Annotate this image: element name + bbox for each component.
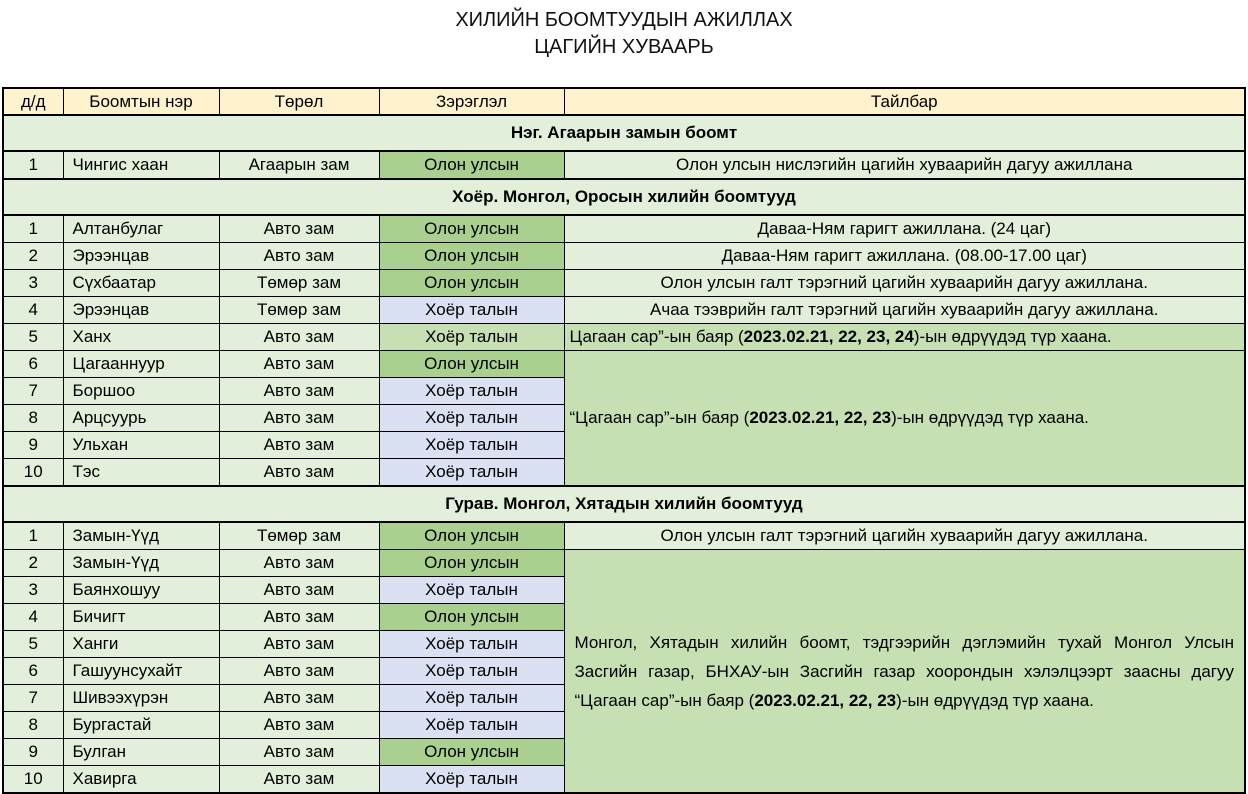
note-cell [564,243,1245,270]
route-type-cell: Авто зам [219,243,379,270]
grade-cell: Хоёр талын [379,658,564,685]
grade-cell: Хоёр талын [379,712,564,739]
crossing-name-cell: Замын-Үүд [63,550,219,577]
note-text: 2023.02.21, 22, 23 [754,690,897,710]
column-header-type: Төрөл [219,88,379,115]
route-type-cell: Төмөр зам [219,522,379,550]
route-type-cell: Төмөр зам [219,297,379,324]
row-number-cell: 5 [3,631,63,658]
crossing-name-cell: Чингис хаан [63,151,219,179]
table-row [3,297,1245,324]
grade-cell: Олон улсын [379,604,564,631]
grade-cell: Олон улсын [379,739,564,766]
note-text: 2023.02.21, 22, 23 [749,408,892,427]
route-type-cell: Авто зам [219,459,379,487]
row-number-cell: 4 [3,297,63,324]
crossing-name-cell: Сүхбаатар [63,270,219,297]
grade-cell: Хоёр талын [379,405,564,432]
row-number-cell: 1 [3,151,63,179]
grade-cell: Хоёр талын [379,297,564,324]
note-cell [564,324,1245,351]
table-row [3,324,1245,351]
note-text: Олон улсын галт тэрэгний цагийн хуваарийн дагуу ажиллана. [660,526,1148,545]
note-cell [564,151,1245,179]
crossing-name-cell: Боршоо [63,378,219,405]
route-type-cell: Агаарын зам [219,151,379,179]
table-row [3,351,1245,378]
crossing-name-cell: Ханх [63,324,219,351]
grade-cell: Хоёр талын [379,577,564,604]
row-number-cell: 1 [3,522,63,550]
table-row [3,550,1245,577]
note-text: 2023.02.21, 22, 23, 24 [743,327,914,346]
schedule-table [2,87,1246,794]
route-type-cell: Авто зам [219,658,379,685]
note-cell [564,522,1245,550]
grade-cell: Олон улсын [379,522,564,550]
crossing-name-cell: Замын-Үүд [63,522,219,550]
row-number-cell: 2 [3,243,63,270]
column-header-name: Боомтын нэр [63,88,219,115]
row-number-cell: 10 [3,766,63,794]
page-title [0,0,1248,61]
row-number-cell: 9 [3,739,63,766]
note-text: Даваа-Ням гаригт ажиллана. (08.00-17.00 цаг) [721,246,1087,265]
note-text: Олон улсын нислэгийн цагийн хуваарийн дагуу ажиллана [676,155,1133,174]
crossing-name-cell: Цагааннуур [63,351,219,378]
row-number-cell: 9 [3,432,63,459]
note-text: Олон улсын галт тэрэгний цагийн хуваарийн дагуу ажиллана. [660,273,1148,292]
note-text: “Цагаан сар”-ын баяр ( [569,408,750,427]
page-title-line1: ХИЛИЙН БООМТУУДЫН АЖИЛЛАХ [455,9,793,31]
grade-cell: Олон улсын [379,550,564,577]
grade-cell: Олон улсын [379,270,564,297]
crossing-name-cell: Булган [63,739,219,766]
grade-cell: Олон улсын [379,215,564,243]
note-cell [564,215,1245,243]
crossing-name-cell: Бургастай [63,712,219,739]
crossing-name-cell: Эрээнцав [63,243,219,270]
crossing-name-cell: Бичигт [63,604,219,631]
table-row [3,151,1245,179]
crossing-name-cell: Арцсуурь [63,405,219,432]
route-type-cell: Авто зам [219,685,379,712]
route-type-cell: Авто зам [219,550,379,577]
route-type-cell: Авто зам [219,351,379,378]
grade-cell: Олон улсын [379,243,564,270]
row-number-cell: 10 [3,459,63,487]
route-type-cell: Авто зам [219,766,379,794]
row-number-cell: 8 [3,405,63,432]
table-body [3,115,1245,793]
route-type-cell: Авто зам [219,432,379,459]
table-row [3,270,1245,297]
note-text: Монгол, Хятадын хилийн боомт, тэдгээрийн дэглэмийн тухай Монгол Улсын Засгийн газар, БНХАУ-ын Засгийн газар хоорондын хэлэлцээрт заасны дагуу “Цагаан сар”-ын баяр ( [574,632,1234,710]
row-number-cell: 7 [3,685,63,712]
crossing-name-cell: Тэс [63,459,219,487]
grade-cell: Хоёр талын [379,432,564,459]
crossing-name-cell: Баянхошуу [63,577,219,604]
row-number-cell: 5 [3,324,63,351]
table-row [3,215,1245,243]
route-type-cell: Авто зам [219,577,379,604]
row-number-cell: 7 [3,378,63,405]
note-text: Цагаан сар”-ын баяр ( [569,327,744,346]
note-text: )-ын өдрүүдэд түр хаана. [896,690,1094,710]
route-type-cell: Авто зам [219,215,379,243]
note-cell [564,351,1245,487]
section-heading: Гурав. Монгол, Хятадын хилийн боомтууд [3,486,1245,522]
note-text: Даваа-Ням гаригт ажиллана. (24 цаг) [757,219,1051,238]
grade-cell: Олон улсын [379,351,564,378]
page-title-line2: ЦАГИЙН ХУВААРЬ [534,36,714,58]
route-type-cell: Авто зам [219,631,379,658]
crossing-name-cell: Ульхан [63,432,219,459]
table-row [3,522,1245,550]
grade-cell: Олон улсын [379,151,564,179]
grade-cell: Хоёр талын [379,631,564,658]
row-number-cell: 4 [3,604,63,631]
column-header-row [3,88,1245,115]
grade-cell: Хоёр талын [379,766,564,794]
note-text: )-ын өдрүүдэд түр хаана. [913,327,1112,346]
crossing-name-cell: Эрээнцав [63,297,219,324]
row-number-cell: 3 [3,270,63,297]
section-heading: Нэг. Агаарын замын боомт [3,115,1245,151]
crossing-name-cell: Шивээхүрэн [63,685,219,712]
crossing-name-cell: Ханги [63,631,219,658]
row-number-cell: 8 [3,712,63,739]
column-header-note: Тайлбар [564,88,1245,115]
route-type-cell: Авто зам [219,712,379,739]
column-header-num: д/д [3,88,63,115]
section-row [3,115,1245,151]
route-type-cell: Авто зам [219,604,379,631]
section-row [3,486,1245,522]
crossing-name-cell: Хавирга [63,766,219,794]
grade-cell: Хоёр талын [379,378,564,405]
note-text: Ачаа тээврийн галт тэрэгний цагийн хуваарийн дагуу ажиллана. [650,300,1159,319]
section-heading: Хоёр. Монгол, Оросын хилийн боомтууд [3,179,1245,215]
note-cell [564,550,1245,794]
crossing-name-cell: Гашуунсухайт [63,658,219,685]
note-text: )-ын өдрүүдэд түр хаана. [891,408,1089,427]
grade-cell: Хоёр талын [379,685,564,712]
note-cell [564,297,1245,324]
column-header-grade: Зэрэглэл [379,88,564,115]
row-number-cell: 1 [3,215,63,243]
route-type-cell: Авто зам [219,405,379,432]
row-number-cell: 3 [3,577,63,604]
section-row [3,179,1245,215]
row-number-cell: 2 [3,550,63,577]
route-type-cell: Авто зам [219,739,379,766]
grade-cell: Хоёр талын [379,324,564,351]
grade-cell: Хоёр талын [379,459,564,487]
row-number-cell: 6 [3,658,63,685]
route-type-cell: Төмөр зам [219,270,379,297]
row-number-cell: 6 [3,351,63,378]
table-row [3,243,1245,270]
crossing-name-cell: Алтанбулаг [63,215,219,243]
route-type-cell: Авто зам [219,324,379,351]
note-cell [564,270,1245,297]
route-type-cell: Авто зам [219,378,379,405]
